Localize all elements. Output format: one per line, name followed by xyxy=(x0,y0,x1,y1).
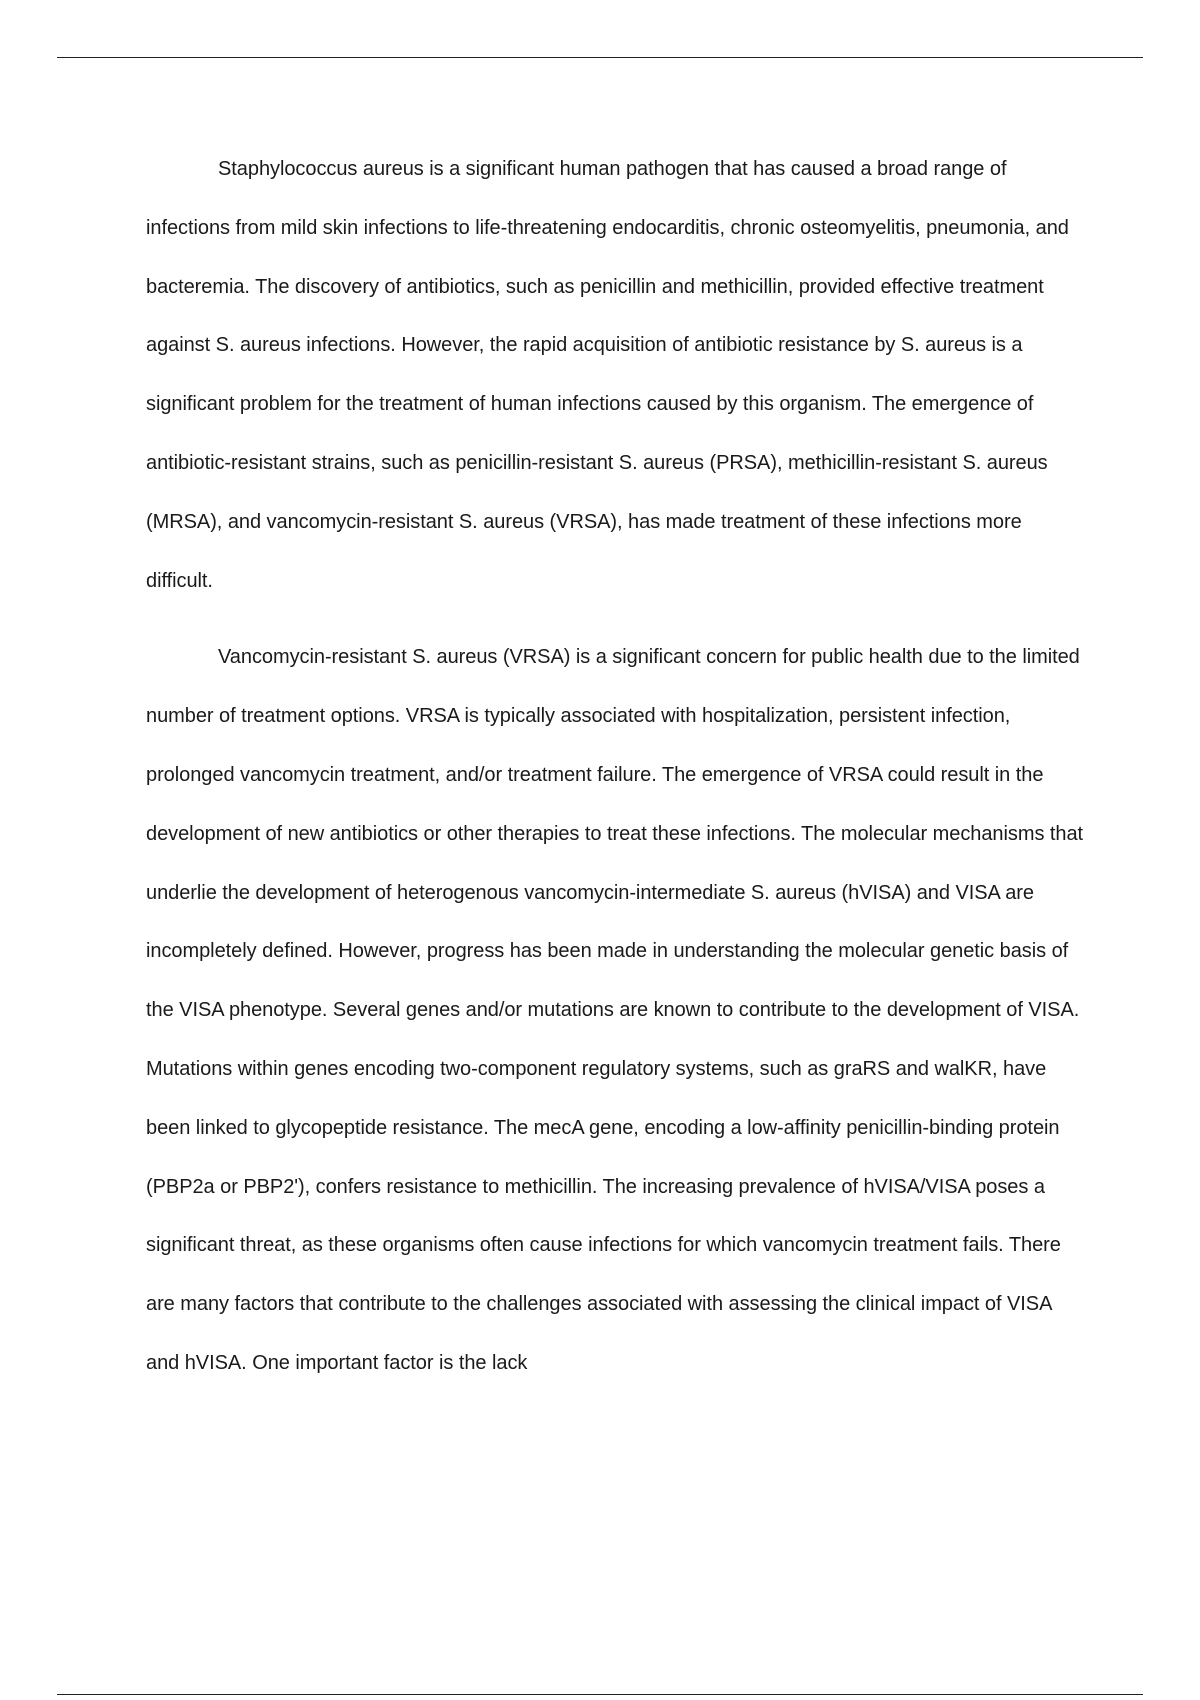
paragraph-1: Staphylococcus aureus is a significant human pathogen that has caused a broad range of infections from mild skin infections to life-threatening endocarditis, chronic osteomyelitis, pneumonia, and bacteremia. The discovery of antibiotics, such as penicillin and methicillin, provided effective treatment against S. aureus infections. However, the rapid acquisition of antibiotic resistance by S. aureus is a significant problem for the treatment of human infections caused by this organism. The emergence of antibiotic-resistant strains, such as penicillin-resistant S. aureus (PRSA), methicillin-resistant S. aureus (MRSA), and vancomycin-resistant S. aureus (VRSA), has made treatment of these infections more difficult. xyxy=(146,158,1069,592)
footer-rule xyxy=(57,1694,1143,1695)
document-body xyxy=(146,140,1086,1393)
header-rule xyxy=(57,57,1143,58)
paragraph-2: Vancomycin-resistant S. aureus (VRSA) is a significant concern for public health due to the limited number of treatment options. VRSA is typically associated with hospitalization, persistent infection, prolonged vancomycin treatment, and/or treatment failure. The emergence of VRSA could result in the development of new antibiotics or other therapies to treat these infections. The molecular mechanisms that underlie the development of heterogenous vancomycin-intermediate S. aureus (hVISA) and VISA are incompletely defined. However, progress has been made in understanding the molecular genetic basis of the VISA phenotype. Several genes and/or mutations are known to contribute to the development of VISA. Mutations within genes encoding two-component regulatory systems, such as graRS and walKR, have been linked to glycopeptide resistance. The mecA gene, encoding a low-affinity penicillin-binding protein (PBP2a or PBP2'), confers resistance to methicillin. The increasing prevalence of hVISA/VISA poses a significant threat, as these organisms often cause infections for which vancomycin treatment fails. There are many factors that contribute to the challenges associated with assessing the clinical impact of VISA and hVISA. One important factor is the lack xyxy=(146,646,1084,1374)
